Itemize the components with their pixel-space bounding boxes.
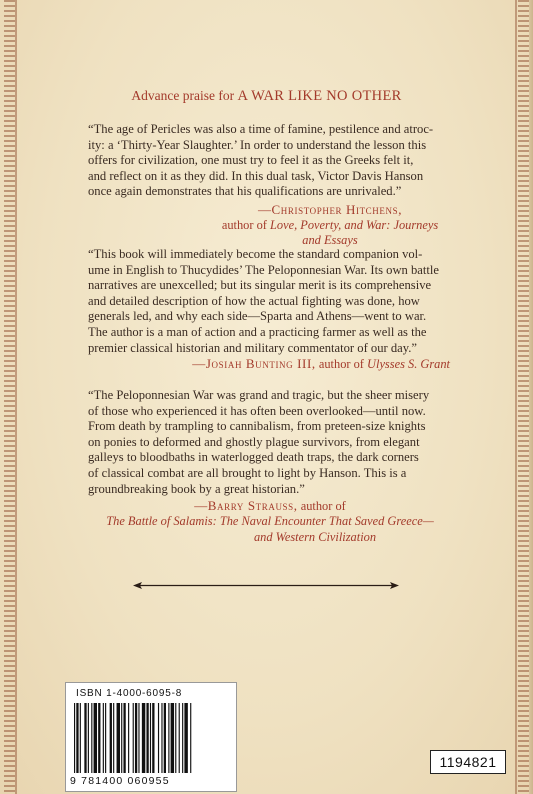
barcode-bar bbox=[164, 703, 166, 773]
attribution-author: —Christopher Hitchens, bbox=[257, 202, 403, 217]
attribution-work-continued: and Western Civilization bbox=[253, 529, 377, 544]
quote-line: galleys to bloodbaths in waterlogged death traps, the dark corners bbox=[88, 450, 419, 465]
barcode-bar bbox=[103, 703, 104, 773]
praise-quote-strauss bbox=[88, 388, 448, 497]
barcode-bar bbox=[123, 703, 125, 773]
barcode-bar bbox=[184, 703, 187, 773]
barcode-bar bbox=[158, 703, 159, 773]
barcode-bar bbox=[84, 703, 86, 773]
barcode-bar bbox=[110, 703, 112, 773]
barcode-bar bbox=[133, 703, 134, 773]
barcode-bar bbox=[91, 703, 92, 773]
quote-line: once again demonstrates that his qualifications are unrivaled.” bbox=[88, 184, 402, 199]
attribution-author: —Barry Strauss, bbox=[194, 498, 298, 513]
barcode-bar bbox=[179, 703, 180, 773]
book-title: A WAR LIKE NO OTHER bbox=[237, 88, 402, 104]
quote-line: “This book will immediately become the standard companion vol- bbox=[88, 247, 423, 261]
barcode-bar bbox=[94, 703, 97, 773]
attribution-prefix: author of bbox=[318, 357, 364, 371]
quote-line: narratives are unexcelled; but its singular merit is its comprehensive bbox=[88, 278, 432, 293]
attribution-work: Love, Poverty, and War: Journeys and Essays bbox=[270, 217, 439, 248]
attribution-strauss-work bbox=[80, 514, 460, 545]
barcode-bar bbox=[121, 703, 122, 773]
quote-line: groundbreaking book by a great historian.” bbox=[88, 481, 305, 496]
left-decorative-border bbox=[4, 0, 15, 794]
barcode-bar bbox=[98, 703, 100, 773]
quote-line: offers for civilization, one must try to feel it as the Greeks felt it, bbox=[88, 153, 414, 168]
barcode-bar bbox=[142, 703, 145, 773]
barcode-bars bbox=[74, 703, 228, 773]
quote-line: and detailed description of how the actual fighting was done, how bbox=[88, 293, 420, 308]
quote-line: “The age of Pericles was also a time of famine, pestilence and atroc- bbox=[88, 122, 434, 136]
isbn-text: ISBN 1-4000-6095-8 bbox=[76, 688, 183, 699]
arrow-divider bbox=[133, 581, 399, 590]
attribution-strauss bbox=[150, 498, 390, 515]
barcode-bar bbox=[128, 703, 129, 773]
barcode-bar bbox=[76, 703, 78, 773]
quote-line: “The Peloponnesian War was grand and tragic, but the sheer misery bbox=[88, 388, 430, 402]
attribution-bunting bbox=[150, 356, 450, 373]
barcode-bar bbox=[175, 703, 176, 773]
quote-line: premier classical historian and military commentator of our day.” bbox=[88, 340, 417, 355]
praise-quote-bunting bbox=[88, 247, 448, 356]
barcode-bar bbox=[171, 703, 174, 773]
quote-line: and reflect on it as they did. In this dual task, Victor Davis Hanson bbox=[88, 168, 424, 183]
barcode-number: 9 781400 060955 bbox=[70, 775, 170, 787]
attribution-author: —Josiah Bunting III, bbox=[192, 356, 316, 371]
quote-line: From death by trampling to cannibalism, from preteen-size knights bbox=[88, 419, 426, 434]
barcode-bar bbox=[152, 703, 154, 773]
barcode-bar bbox=[168, 703, 169, 773]
barcode-bar bbox=[113, 703, 114, 773]
quote-line: ume in English to Thucydides’ The Peloponnesian War. Its own battle bbox=[88, 262, 439, 277]
attribution-work: Ulysses S. Grant bbox=[367, 357, 450, 371]
quote-line: on ponies to deformed and ghostly plague survivors, from elegant bbox=[88, 434, 420, 449]
advance-praise-heading bbox=[0, 88, 533, 105]
attribution-prefix: author of bbox=[300, 499, 346, 513]
barcode-bar bbox=[190, 703, 191, 773]
barcode-bar bbox=[182, 703, 183, 773]
inventory-sticker: 1194821 bbox=[430, 750, 506, 774]
right-decorative-border bbox=[518, 0, 529, 794]
praise-quote-hitchens bbox=[88, 122, 448, 200]
barcode-bar bbox=[105, 703, 106, 773]
quote-line: generals led, and why each side—Sparta and Athens—went to war. bbox=[88, 309, 427, 324]
barcode-bar bbox=[146, 703, 148, 773]
attribution-work: The Battle of Salamis: The Naval Encounter That Saved Greece— bbox=[106, 514, 434, 528]
attribution-hitchens bbox=[215, 202, 445, 249]
heading-prefix: Advance praise for bbox=[131, 88, 235, 103]
barcode-bar bbox=[74, 703, 75, 773]
cover-edge bbox=[529, 0, 533, 794]
quote-line: The author is a man of action and a practicing farmer as well as the bbox=[88, 324, 427, 339]
barcode-bar bbox=[150, 703, 151, 773]
barcode-bar bbox=[117, 703, 120, 773]
barcode-bar bbox=[138, 703, 139, 773]
barcode-bar bbox=[88, 703, 89, 773]
barcode-bar bbox=[135, 703, 137, 773]
quote-line: ity: a ‘Thirty-Year Slaughter.’ In order to understand the lesson this bbox=[88, 137, 427, 152]
quote-line: of those who experienced it has often been overlooked—until now. bbox=[88, 403, 426, 418]
attribution-prefix: author of bbox=[221, 217, 267, 232]
isbn-barcode bbox=[65, 682, 237, 792]
barcode-bar bbox=[161, 703, 162, 773]
barcode-bar bbox=[80, 703, 81, 773]
quote-line: of classical combat are all brought to light by Hanson. This is a bbox=[88, 465, 407, 480]
